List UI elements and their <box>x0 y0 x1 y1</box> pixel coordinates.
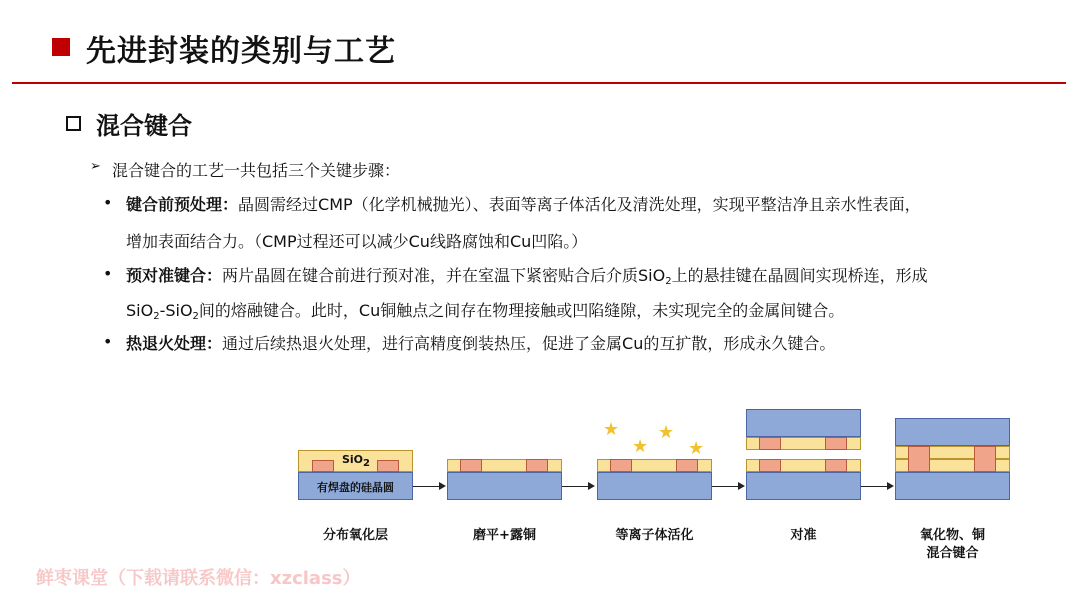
copper-pad <box>825 437 847 450</box>
top-silicon-wafer <box>746 409 861 437</box>
step-2-line-2: SiO$_2$-SiO$_2$间的熔融键合。此时，Cu铜触点之间存在物理接触或凹陷缝隙，未实现完全的金属间键合。 <box>126 301 845 322</box>
arrow-head-icon <box>738 482 745 490</box>
section-square-icon <box>66 116 81 131</box>
bonded-copper-pad <box>908 446 930 472</box>
star-icon: ★ <box>658 422 675 443</box>
intro-text: 混合键合的工艺一共包括三个关键步骤： <box>112 161 401 180</box>
top-silicon-wafer <box>895 418 1010 446</box>
copper-pad <box>825 459 847 472</box>
process-arrow-icon <box>413 486 441 487</box>
intro-arrow-icon: ➢ <box>90 159 101 174</box>
title-square-icon <box>52 38 70 56</box>
step-1-name: 键合前预处理： <box>126 195 239 214</box>
copper-pad <box>676 459 698 472</box>
step-2-name: 预对准键合： <box>126 266 223 285</box>
step-1-line-2: 增加表面结合力。（CMP过程还可以减少Cu线路腐蚀和Cu凹陷。） <box>126 232 588 251</box>
process-arrow-icon <box>562 486 590 487</box>
copper-pad <box>759 459 781 472</box>
stage-label: 分布氧化层 <box>322 528 388 543</box>
copper-pad <box>759 437 781 450</box>
silicon-wafer <box>597 472 712 500</box>
stage-label: 磨平+露铜 <box>473 528 536 543</box>
copper-pad <box>610 459 632 472</box>
stage-label: 混合键合 <box>926 546 979 561</box>
step-3-text-1: 通过后续热退火处理，进行高精度倒装热压，促进了金属Cu的互扩散，形成永久键合。 <box>222 334 836 353</box>
silicon-wafer <box>447 472 562 500</box>
step-3-line-1 <box>126 331 835 354</box>
copper-pad <box>377 460 399 472</box>
copper-pad <box>312 460 334 472</box>
silicon-wafer <box>746 472 861 500</box>
section-title: 混合键合 <box>96 112 192 140</box>
step-2-line-1: 预对准键合：两片晶圆在键合前进行预对准，并在室温下紧密贴合后介质SiO$_2$上的悬挂键在晶圆间实现桥连，形成 <box>126 266 928 287</box>
arrow-head-icon <box>887 482 894 490</box>
oxide-label: SiO$_2$ <box>341 453 370 469</box>
arrow-head-icon <box>439 482 446 490</box>
bonded-copper-pad <box>974 446 996 472</box>
step-3-name: 热退火处理： <box>126 334 223 353</box>
silicon-wafer <box>895 472 1010 500</box>
star-icon: ★ <box>603 419 620 440</box>
arrow-head-icon <box>588 482 595 490</box>
bullet-icon: • <box>103 332 113 351</box>
wafer-label: 有焊盘的硅晶圆 <box>317 481 394 494</box>
watermark: 鲜枣课堂（下载请联系微信：xzclass） <box>36 568 361 589</box>
process-arrow-icon <box>861 486 889 487</box>
step-1-line-1 <box>126 192 921 215</box>
copper-pad <box>526 459 548 472</box>
stage-label: 对准 <box>790 528 817 543</box>
star-icon: ★ <box>632 436 649 457</box>
bullet-icon: • <box>103 193 113 212</box>
star-icon: ★ <box>688 438 705 459</box>
title-divider <box>12 82 1066 84</box>
bullet-icon: • <box>103 264 113 283</box>
step-1-text-1: 晶圆需经过CMP（化学机械抛光）、表面等离子体活化及清洗处理，实现平整洁净且亲水性表面， <box>238 195 921 214</box>
copper-pad <box>460 459 482 472</box>
stage-label: 等离子体活化 <box>615 528 694 543</box>
stage-label: 氧化物、铜 <box>919 528 985 543</box>
page-title: 先进封装的类别与工艺 <box>86 34 396 69</box>
process-arrow-icon <box>712 486 740 487</box>
